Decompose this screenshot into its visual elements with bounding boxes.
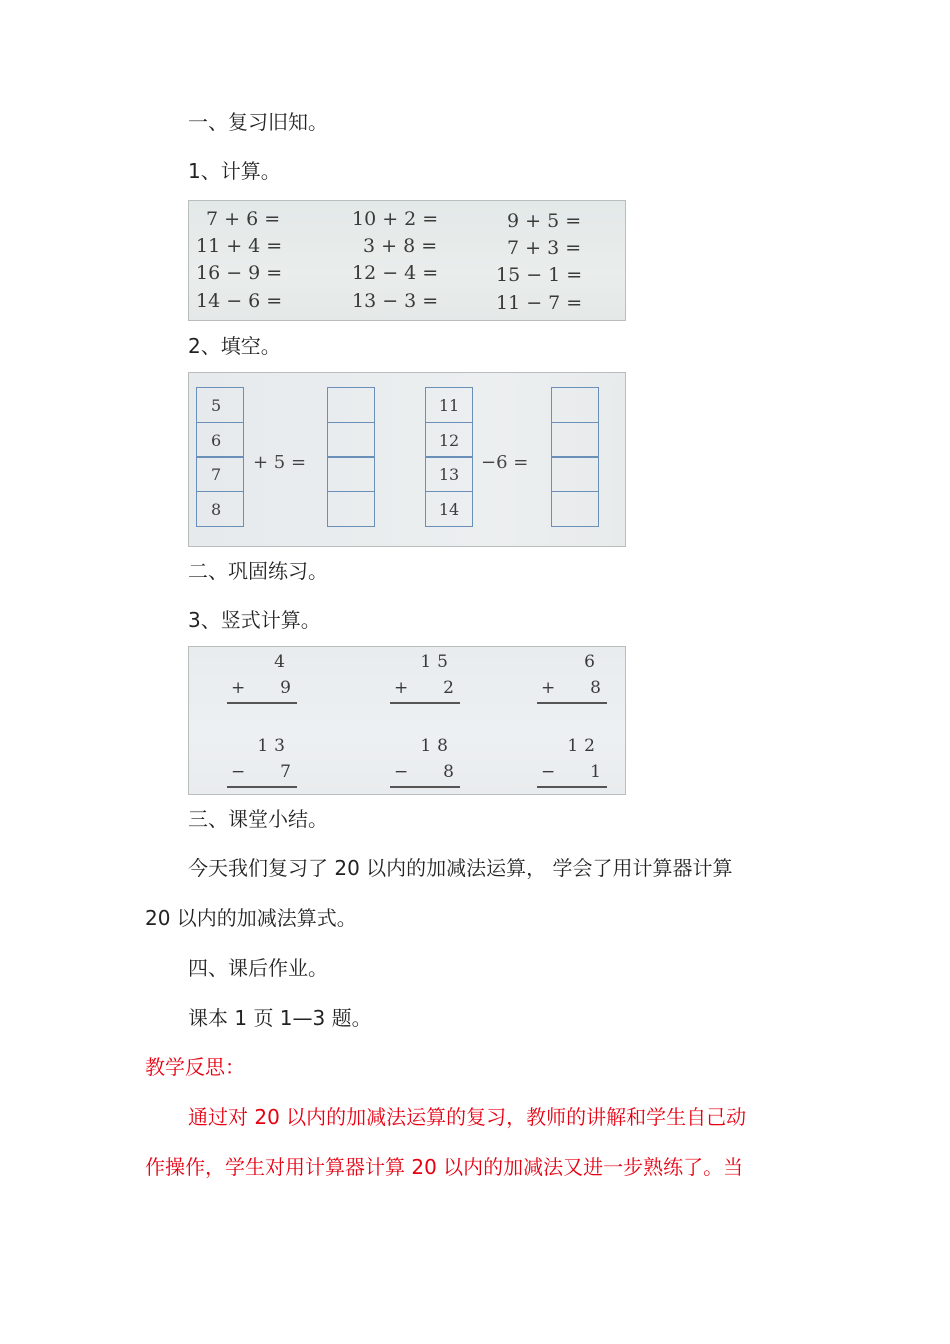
blank-cell	[551, 456, 599, 492]
vertical-calc-image	[188, 646, 626, 795]
heading-homework: 四、课后作业。	[188, 956, 328, 980]
calc-item: 9 + 5 =	[507, 210, 582, 232]
vertical-problem: 18 − 8	[390, 733, 460, 788]
number-cell: 12	[425, 422, 473, 458]
number-column-left	[196, 387, 244, 527]
number-cell: 11	[425, 387, 473, 423]
homework-text: 课本 1 页 1—3 题。	[188, 1006, 372, 1030]
calc-item: 13 − 3 =	[352, 290, 439, 312]
number-cell: 5	[196, 387, 244, 423]
calc-item: 7 + 6 =	[206, 208, 281, 230]
calc-item: 12 − 4 =	[352, 262, 439, 284]
summary-text-line-1: 今天我们复习了 20 以内的加减法运算， 学会了用计算器计算	[188, 856, 733, 880]
question-2-label: 2、填空。	[188, 334, 281, 358]
fill-blank-image	[188, 372, 626, 547]
number-cell: 7	[196, 456, 244, 492]
number-cell: 14	[425, 491, 473, 527]
blank-cell	[327, 387, 375, 423]
number-cell: 6	[196, 422, 244, 458]
heading-summary: 三、课堂小结。	[188, 807, 328, 831]
calc-item: 3 + 8 =	[363, 235, 438, 257]
blank-cell	[327, 491, 375, 527]
vertical-problem: 12 − 1	[537, 733, 607, 788]
calc-item: 14 − 6 =	[196, 290, 283, 312]
blank-cell	[551, 387, 599, 423]
summary-text-line-2: 20 以内的加减法算式。	[145, 906, 357, 930]
answer-column-1	[327, 387, 375, 527]
vertical-problem: 15 + 2	[390, 649, 460, 704]
vertical-problem: 4 + 9	[227, 649, 297, 704]
operator-plus-5: + 5 =	[253, 452, 307, 473]
blank-cell	[551, 491, 599, 527]
number-cell: 13	[425, 456, 473, 492]
reflection-title: 教学反思：	[145, 1055, 245, 1079]
question-1-label: 1、计算。	[188, 159, 281, 183]
operator-minus-6: −6 =	[481, 452, 529, 473]
vertical-problem: 13 − 7	[227, 733, 297, 788]
reflection-text-line-2: 作操作，学生对用计算器计算 20 以内的加减法又进一步熟练了。当	[145, 1155, 744, 1179]
calc-exercise-image	[188, 200, 626, 321]
heading-practice: 二、巩固练习。	[188, 559, 328, 583]
calc-item: 11 − 7 =	[496, 292, 583, 314]
number-column-right	[425, 387, 473, 527]
vertical-problem: 6 + 8	[537, 649, 607, 704]
calc-item: 7 + 3 =	[507, 237, 582, 259]
heading-review: 一、复习旧知。	[188, 110, 328, 134]
reflection-text-line-1: 通过对 20 以内的加减法运算的复习，教师的讲解和学生自己动	[188, 1105, 747, 1129]
calc-item: 11 + 4 =	[196, 235, 283, 257]
blank-cell	[327, 422, 375, 458]
blank-cell	[327, 456, 375, 492]
calc-item: 10 + 2 =	[352, 208, 439, 230]
calc-item: 16 − 9 =	[196, 262, 283, 284]
calc-item: 15 − 1 =	[496, 264, 583, 286]
number-cell: 8	[196, 491, 244, 527]
blank-cell	[551, 422, 599, 458]
question-3-label: 3、竖式计算。	[188, 608, 321, 632]
answer-column-2	[551, 387, 599, 527]
